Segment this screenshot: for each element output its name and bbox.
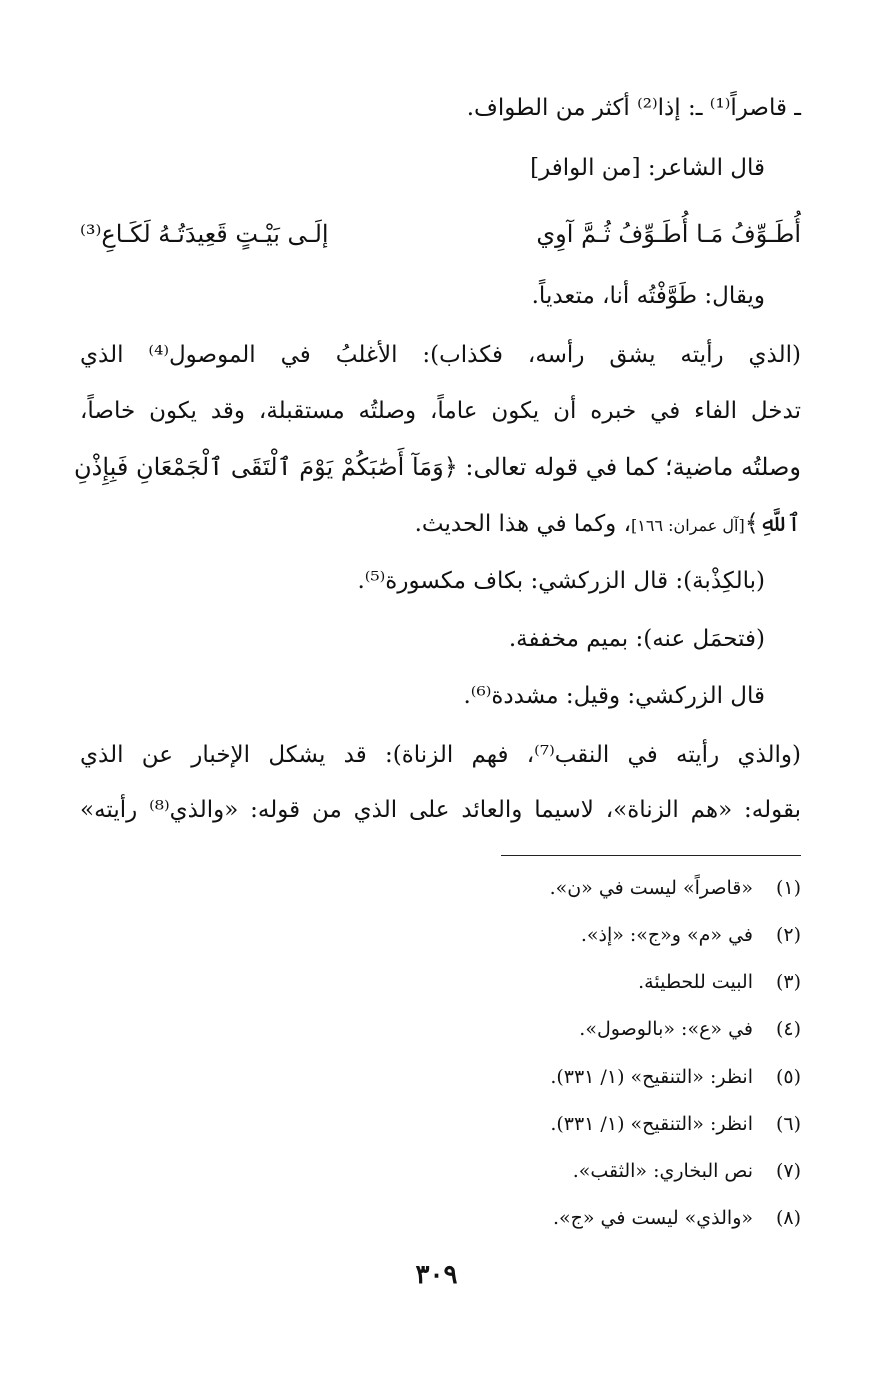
footnote <box>80 1108 801 1140</box>
text-line: (بالكِذْبة): قال الزركشي: بكاف مكسورة⁽⁵⁾. <box>357 568 765 594</box>
text-line: (والذي رأيته في النقب⁽⁷⁾، فهم الزناة): قد يشكل الإخبار عن الذي <box>80 742 802 768</box>
quran-reference: [آل عمران: ١٦٦] <box>631 516 745 535</box>
footnote-number: (٦) <box>775 1113 801 1135</box>
text-line: قال الزركشي: وقيل: مشددة⁽⁶⁾. <box>463 683 765 709</box>
footnote-text: نص البخاري: «الثقب». <box>572 1160 753 1182</box>
footnote <box>80 1202 801 1234</box>
verse-second-hemistich: إلَـى بَيْـتٍ قَعِيدَتُـهُ لَكَـاعِ⁽³⁾ <box>80 220 329 248</box>
footnote <box>80 872 801 904</box>
text-line: (فتحمَل عنه): بميم مخففة. <box>508 626 765 652</box>
footnote-divider <box>501 855 801 856</box>
quran-verse-end: ٱللَّهِ﴾ <box>744 509 801 537</box>
footnote-number: (٢) <box>775 924 801 946</box>
text-line: قال الشاعر: [من الوافر] <box>530 155 765 181</box>
text-span: ، وكما في هذا الحديث. <box>414 511 632 537</box>
text-line: وصلتُه ماضية؛ كما في قوله تعالى: ﴿وَمَآ أَصَٰبَكُمْ يَوْمَ ٱلْتَقَى ٱلْجَمْعَانِ فَبِإِذْنِ <box>74 453 801 481</box>
footnote-text: في «م» و«ج»: «إذ». <box>580 924 753 946</box>
footnote-number: (٣) <box>775 971 801 993</box>
page-number: ٣٠٩ <box>415 1260 458 1290</box>
text-line: بقوله: «هم الزناة»، لاسيما والعائد على الذي من قوله: «والذي⁽⁸⁾ رأيته» <box>80 797 801 823</box>
footnote <box>80 1155 801 1187</box>
footnote <box>80 1013 801 1045</box>
footnote-text: انظر: «التنقيح» (١/ ٣٣١). <box>550 1066 753 1088</box>
footnote-number: (٥) <box>775 1066 801 1088</box>
text-line: ويقال: طَوَّفْتُه أنا، متعدياً. <box>531 283 765 309</box>
footnote-number: (٧) <box>775 1160 801 1182</box>
footnote-text: «قاصراً» ليست في «ن». <box>549 877 753 899</box>
footnote-text: البيت للحطيئة. <box>638 971 753 993</box>
footnote-text: «والذي» ليست في «ج». <box>552 1207 753 1229</box>
text-line <box>80 503 801 546</box>
footnote <box>80 919 801 951</box>
footnote <box>80 966 801 998</box>
text-line: ـ قاصراً⁽¹⁾ ـ: إذا⁽²⁾ أكثر من الطواف. <box>466 95 801 121</box>
verse-first-hemistich: أُطَـوِّفُ مَـا أُطَـوِّفُ ثُـمَّ آوِي <box>536 220 801 248</box>
footnote-number: (٤) <box>775 1018 801 1040</box>
text-line: (الذي رأيته يشق رأسه، فكذاب): الأغلبُ في الموصول⁽⁴⁾ الذي <box>80 342 801 368</box>
footnote-number: (٨) <box>775 1207 801 1229</box>
text-line: تدخل الفاء في خبره أن يكون عاماً، وصلتُه مستقبلة، وقد يكون خاصاً، <box>80 398 801 424</box>
footnote-number: (١) <box>775 877 801 899</box>
footnote-text: انظر: «التنقيح» (١/ ٣٣١). <box>550 1113 753 1135</box>
footnote-text: في «ع»: «بالوصول». <box>579 1018 753 1040</box>
poetry-verse <box>80 214 801 254</box>
footnote <box>80 1061 801 1093</box>
